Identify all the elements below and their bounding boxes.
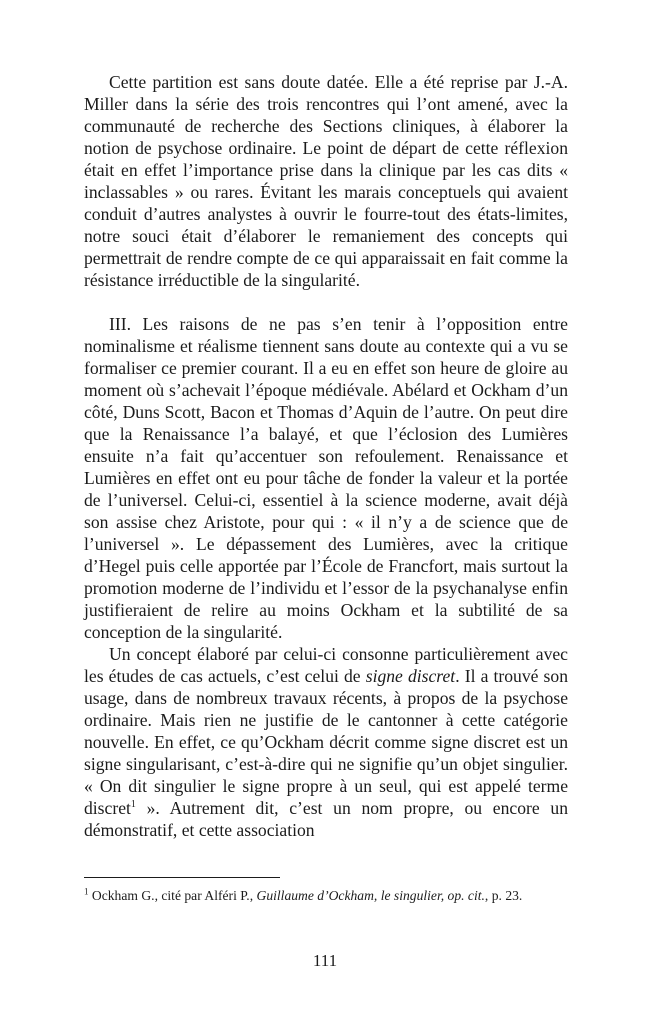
footnote-text-1: Ockham G., cité par Alféri P.,: [88, 888, 257, 903]
footnote: [84, 886, 568, 906]
footnote-separator: [84, 877, 280, 878]
footnote-title: Guillaume d’Ockham, le singulier, op. cit.: [256, 888, 485, 903]
footnote-number: 1: [84, 886, 89, 897]
paragraph-3: [84, 643, 568, 841]
paragraph-3-text-2: . Il a trouvé son usage, dans de nombreux travaux récents, à propos de la psychose ordinaire. Mais rien ne justifie de le cantonner à cette catégorie nouvelle. En effet, ce qu’Ockham décrit comme signe discret est un signe singularisant, c’est-à-dire qui ne signifie qu’un objet singulier. « On dit singulier le signe propre à un seul, qui est appelé terme discret: [84, 666, 568, 818]
footnote-reference[interactable]: 1: [130, 799, 136, 811]
body-text: [84, 71, 568, 841]
term-signe-discret: signe discret: [365, 666, 456, 686]
page-number: 111: [312, 951, 338, 970]
footnote-text-2: , p. 23.: [484, 888, 523, 903]
paragraph-2: III. Les raisons de ne pas s’en tenir à l’opposition entre nominalisme et réalisme tiennent sans doute au contexte qui a vu se formaliser ce premier courant. Il a eu en effet son heure de gloire au moment où s’achevait l’époque médiévale. Abélard et Ockham d’un côté, Duns Scott, Bacon et Thomas d’Aquin de l’autre. On peut dire que la Renaissance l’a balayé, et que l’éclosion des Lumières ensuite n’a fait qu’accentuer son refoulement. Renaissance et Lumières en effet ont eu pour tâche de fonder la valeur et la portée de l’universel. Celui-ci, essentiel à la science moderne, avait déjà son assise chez Aristote, pour qui : « il n’y a de science que de l’universel ». Le dépassement des Lumières, avec la critique d’Hegel puis celle apportée par l’École de Francfort, mais surtout la promotion moderne de l’individu et l’essor de la psychanalyse enfin justifieraient de relire au moins Ockham et la subtilité de sa conception de la singularité.: [84, 314, 568, 642]
paragraph-1: Cette partition est sans doute datée. Elle a été reprise par J.-A. Miller dans la série des trois rencontres qui l’ont amené, avec la communauté de recherche des Sections cliniques, à élaborer la notion de psychose ordinaire. Le point de départ de cette réflexion était en effet l’importance prise dans la clinique par les cas dits « inclassables » ou rares. Évitant les marais conceptuels qui avaient conduit d’autres analystes à ouvrir le fourre-tout des états-limites, notre souci était d’élaborer le remaniement des concepts qui permettrait de rendre compte de ce qui apparaissait en fait comme la résistance irréductible de la singularité.: [84, 72, 568, 290]
paragraph-3-text-1: Un concept élaboré par celui-ci consonne particulièrement avec les études de cas actuels, c’est celui de: [84, 644, 568, 686]
paragraph-3-text-3: ». Autrement dit, c’est un nom propre, ou encore un démonstratif, et cette association: [84, 798, 568, 840]
